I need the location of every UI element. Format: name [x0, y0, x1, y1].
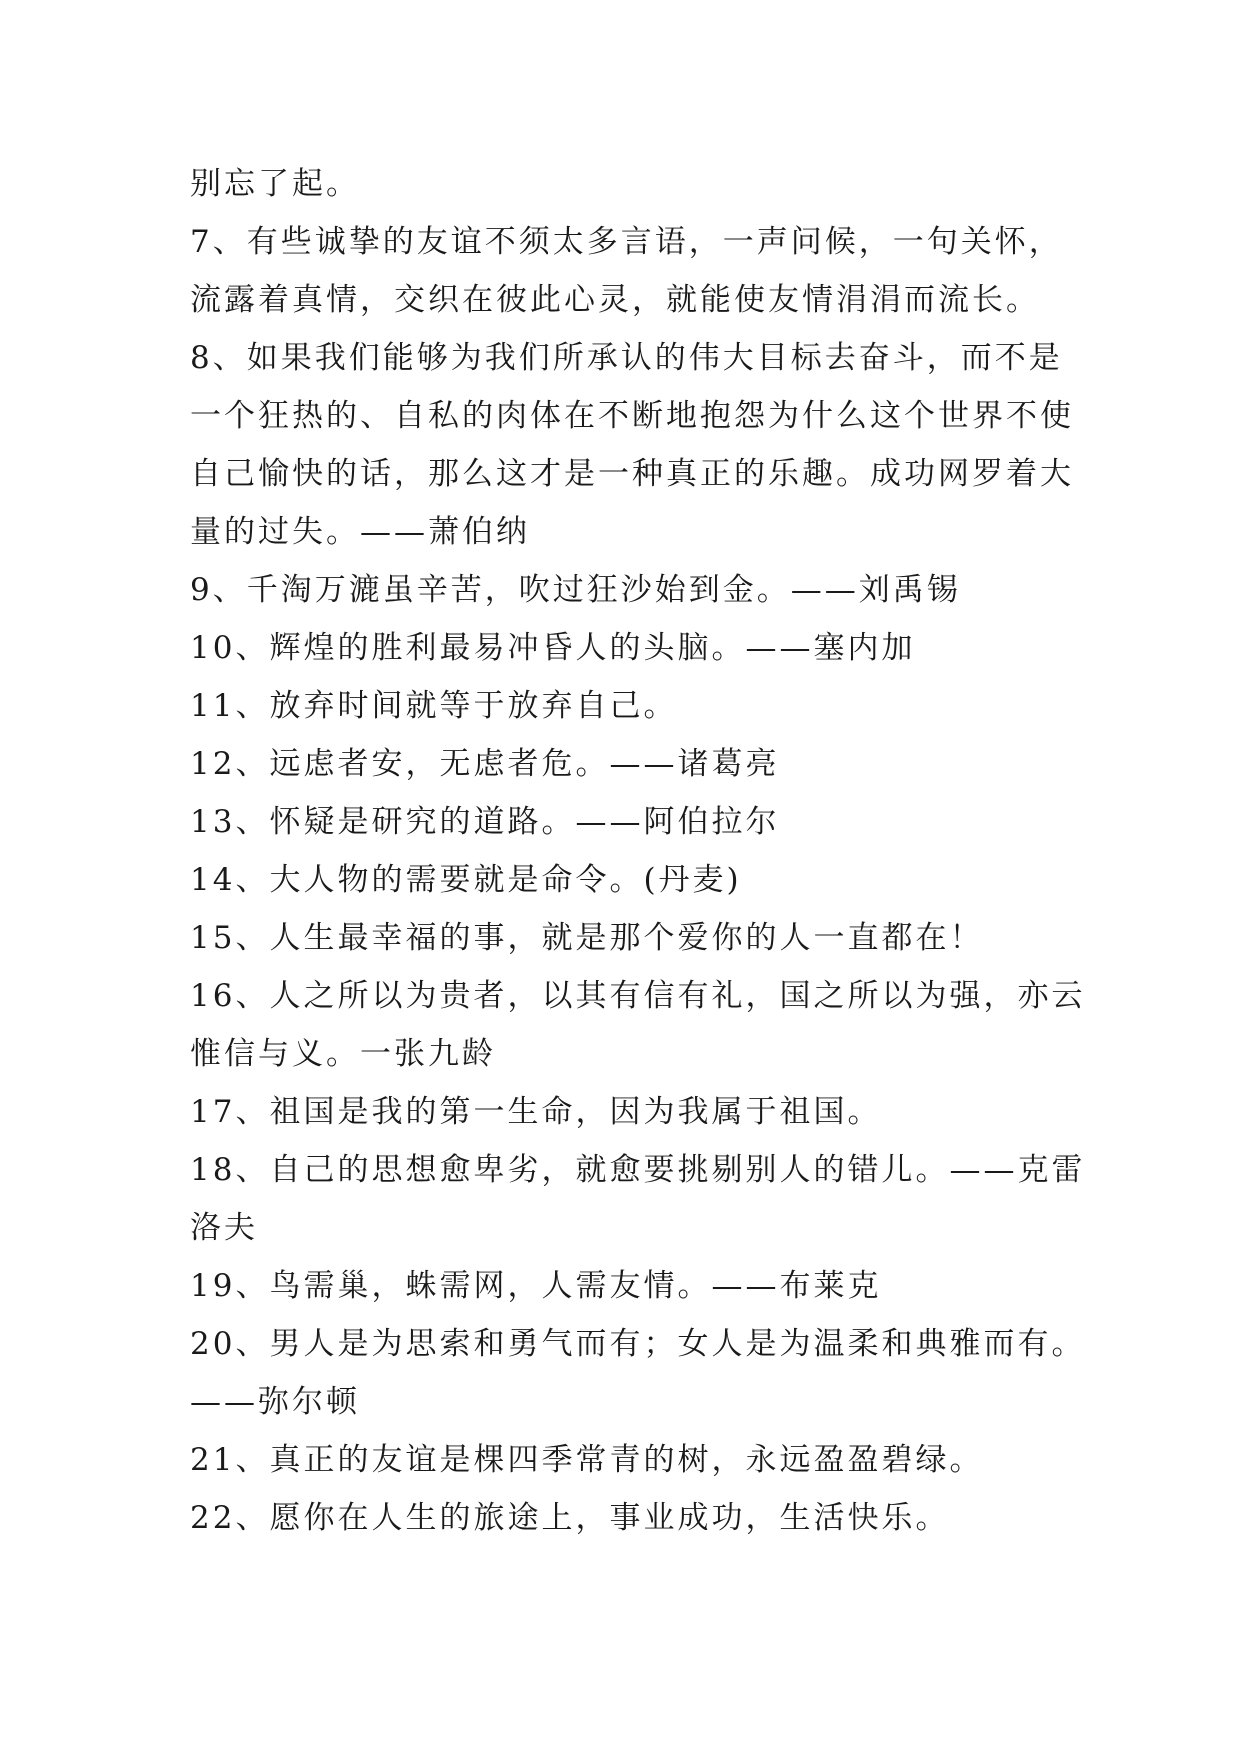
text-line: 15、人生最幸福的事，就是那个爱你的人一直都在！	[190, 920, 984, 956]
text-line: 16、人之所以为贵者，以其有信有礼，国之所以为强，亦云	[190, 978, 1086, 1014]
text-line: 惟信与义。一张九龄	[190, 1036, 496, 1072]
text-line: 21、真正的友谊是棵四季常青的树，永远盈盈碧绿。	[190, 1442, 984, 1478]
text-line: 19、鸟需巢，蛛需网，人需友情。——布莱克	[190, 1268, 882, 1304]
text-line: 自己愉快的话，那么这才是一种真正的乐趣。成功网罗着大	[190, 456, 1074, 492]
text-line: 22、愿你在人生的旅途上，事业成功，生活快乐。	[190, 1500, 950, 1536]
text-line: 流露着真情，交织在彼此心灵，就能使友情涓涓而流长。	[190, 282, 1040, 318]
text-line: 量的过失。——萧伯纳	[190, 514, 530, 550]
text-line: 11、放弃时间就等于放弃自己。	[190, 688, 678, 724]
text-line: 14、大人物的需要就是命令。(丹麦)	[190, 862, 742, 898]
text-line: 一个狂热的、自私的肉体在不断地抱怨为什么这个世界不使	[190, 398, 1074, 434]
text-line: 12、远虑者安，无虑者危。——诸葛亮	[190, 746, 780, 782]
document-body	[190, 155, 1090, 1547]
text-line: 13、怀疑是研究的道路。——阿伯拉尔	[190, 804, 780, 840]
text-line: 7、有些诚挚的友谊不须太多言语，一声问候，一句关怀，	[190, 224, 1063, 260]
text-line: 洛夫	[190, 1210, 258, 1246]
text-line: 别忘了起。	[190, 166, 360, 202]
text-line: 10、辉煌的胜利最易冲昏人的头脑。——塞内加	[190, 630, 916, 666]
text-line: ——弥尔顿	[190, 1384, 360, 1420]
text-line: 20、男人是为思索和勇气而有；女人是为温柔和典雅而有。	[190, 1326, 1086, 1362]
text-line: 18、自己的思想愈卑劣，就愈要挑剔别人的错儿。——克雷	[190, 1152, 1086, 1188]
text-line: 8、如果我们能够为我们所承认的伟大目标去奋斗，而不是	[190, 340, 1063, 376]
text-line: 9、千淘万漉虽辛苦，吹过狂沙始到金。——刘禹锡	[190, 572, 961, 608]
text-line: 17、祖国是我的第一生命，因为我属于祖国。	[190, 1094, 882, 1130]
